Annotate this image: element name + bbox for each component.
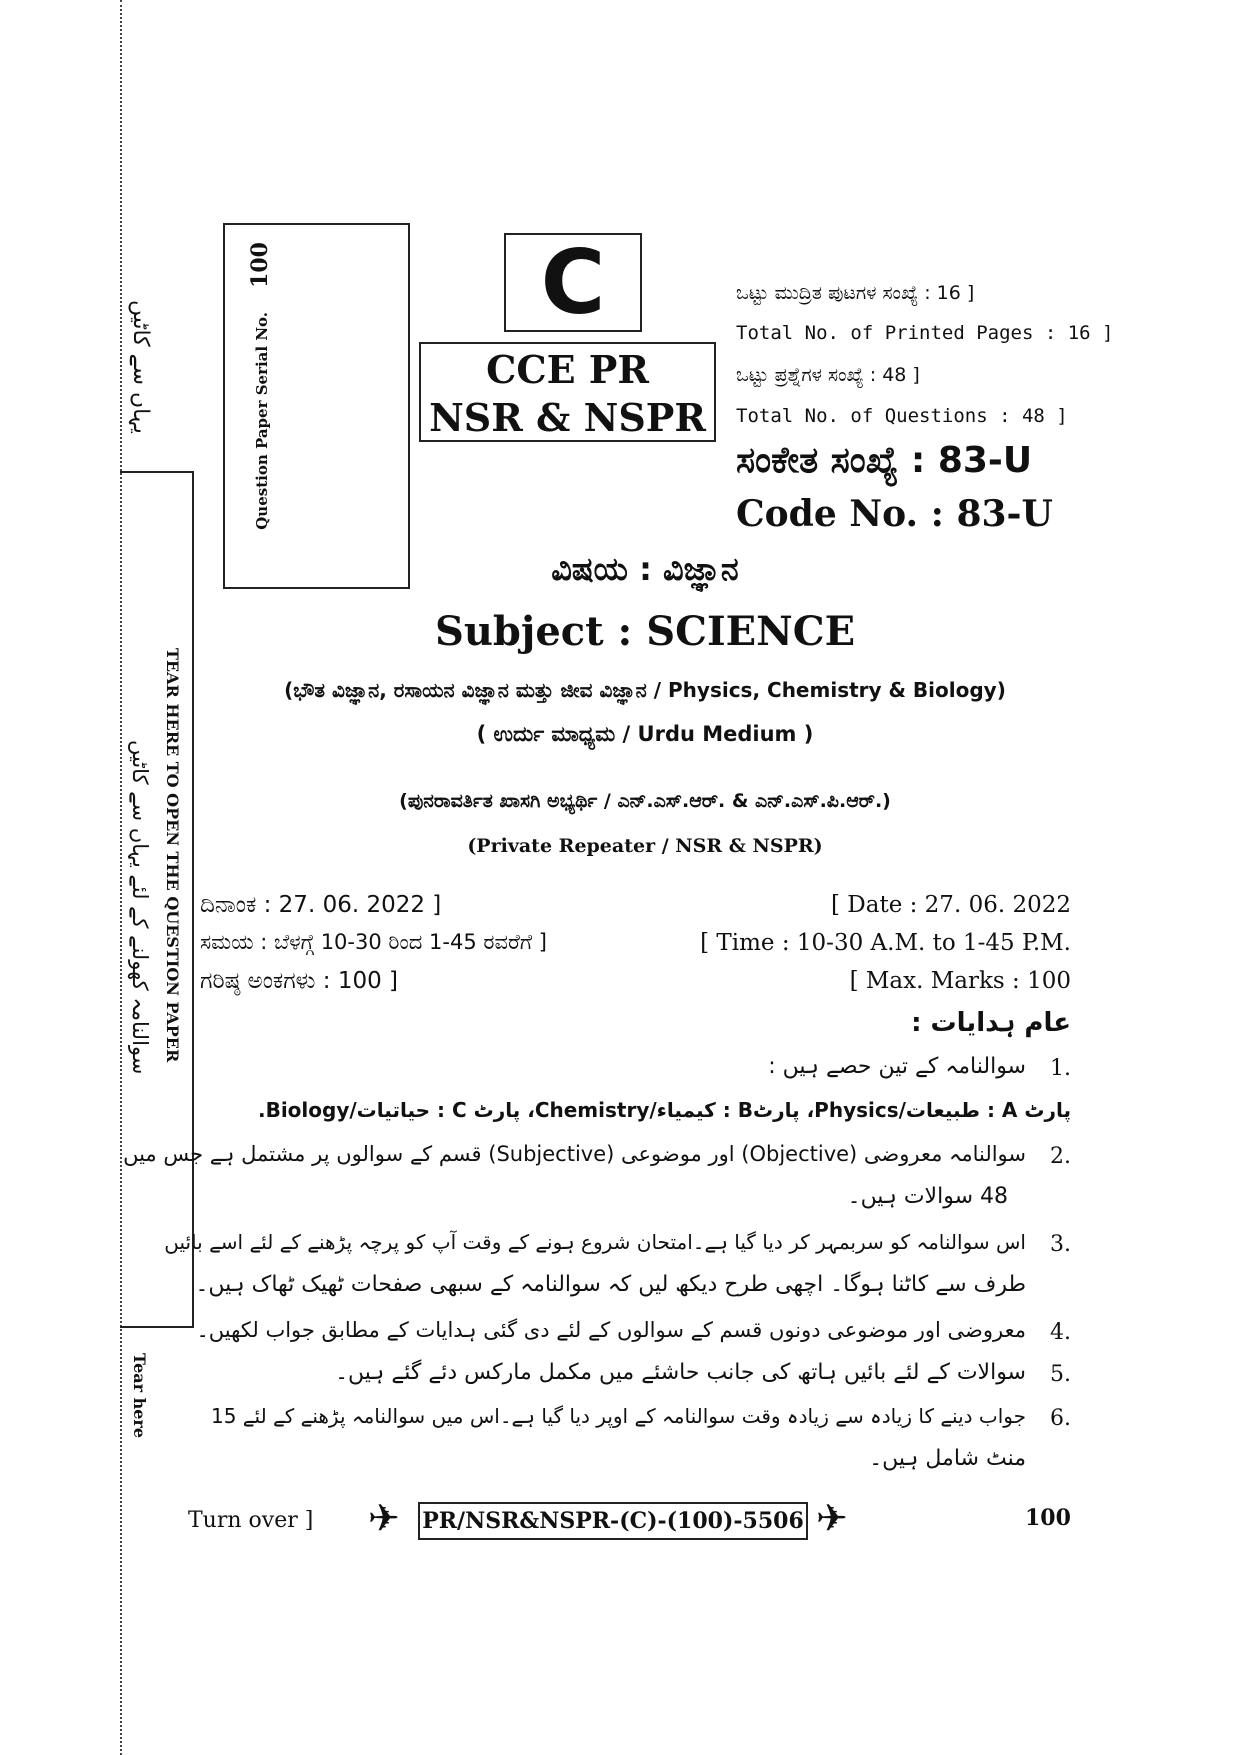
- code-number-kn: ಸಂಕೇತ ಸಂಖ್ಯೆ : 83-U: [736, 440, 1033, 481]
- subject-title: Subject : SCIENCE: [434, 608, 856, 655]
- tear-here-label: Tear here: [130, 1353, 149, 1439]
- airplane-icon: ✈: [368, 1496, 400, 1540]
- margin-urdu-cut-here: یہاں سے کاٹیں: [128, 300, 153, 434]
- instruction-line: سوالنامہ کے تین حصے ہیں :: [768, 1054, 1026, 1079]
- subject-branches: (ಭೌತ ವಿಜ್ಞಾನ, ರಸಾಯನ ವಿಜ್ಞಾನ ಮತ್ತು ಜೀವ ವಿಜ್ಞಾನ / Physics, Chemistry & Biology): [284, 678, 1006, 702]
- instruction-line: سوالنامہ معروضی (Objective) اور موضوعی (Subjective) قسم کے سوالوں پر مشتمل ہے جس میں: [123, 1142, 1026, 1166]
- airplane-icon: ✈: [816, 1496, 848, 1540]
- instructions-heading: عام ہدایات :: [911, 1008, 1071, 1038]
- footer-code: PR/NSR&NSPR-(C)-(100)-5506: [418, 1502, 808, 1540]
- time-en: [ Time : 10-30 A.M. to 1-45 P.M.: [700, 930, 1071, 956]
- date-en: [ Date : 27. 06. 2022: [831, 892, 1071, 918]
- instruction-line: سوالات کے لئے بائیں ہاتھ کی جانب حاشئے میں مکمل مارکس دئے گئے ہیں۔: [335, 1360, 1026, 1385]
- total-questions-kn: ಒಟ್ಟು ಪ್ರಶ್ನೆಗಳ ಸಂಖ್ಯೆ : 48 ]: [736, 364, 920, 386]
- exam-title-line1: CCE PR: [486, 347, 649, 392]
- max-marks-en: [ Max. Marks : 100: [849, 968, 1071, 994]
- instruction-number: 3.: [1050, 1232, 1071, 1257]
- max-marks-kn: ಗರಿಷ್ಠ ಅಂಕಗಳು : 100 ]: [200, 968, 399, 994]
- candidate-type-en: (Private Repeater / NSR & NSPR): [467, 835, 823, 857]
- candidate-type-kn: (ಪುನರಾವರ್ತಿತ ಖಾಸಗಿ ಅಭ್ಯರ್ಥಿ / ಎನ್.ಎಸ್.ಆರ್. & ಎನ್.ಎಸ್.ಪಿ.ಆರ್.): [399, 790, 891, 812]
- instruction-line: پارٹ A : طبیعات/Physics، پارٹB : کیمیاء/Chemistry، پارٹ C : حیاتیات/Biology.: [257, 1098, 1071, 1122]
- instruction-number: 1.: [1050, 1056, 1071, 1081]
- instruction-line: 48 سوالات ہیں۔: [847, 1184, 1008, 1209]
- total-questions-en: Total No. of Questions : 48 ]: [736, 405, 1068, 427]
- exam-title-line2: NSR & NSPR: [429, 395, 706, 440]
- instruction-line: اس سوالنامہ کو سربمہر کر دیا گیا ہے۔امتحان شروع ہونے کے وقت آپ کو پرچہ پڑھنے کے لئے اسے بائیں: [164, 1230, 1026, 1254]
- tear-open-instruction: TEAR HERE TO OPEN THE QUESTION PAPER: [163, 648, 182, 1063]
- instruction-number: 5.: [1050, 1362, 1071, 1387]
- paper-version: C: [504, 233, 642, 332]
- exam-title-box: [419, 342, 716, 442]
- medium-line: ( ಉರ್ದು ಮಾಧ್ಯಮ / Urdu Medium ): [476, 722, 814, 746]
- serial-number-value: 100: [247, 242, 273, 288]
- instruction-line: جواب دینے کا زیادہ سے زیادہ وقت سوالنامہ کے اوپر دیا گیا ہے۔اس میں سوالنامہ پڑھنے کے لئے 15: [211, 1404, 1026, 1428]
- code-number-en: Code No. : 83-U: [736, 493, 1053, 535]
- instruction-number: 2.: [1050, 1144, 1071, 1169]
- turn-over-label: Turn over ]: [188, 1508, 314, 1533]
- time-kn: ಸಮಯ : ಬೆಳಗ್ಗೆ 10-30 ರಿಂದ 1-45 ರವರೆಗೆ ]: [200, 930, 547, 954]
- instruction-line: معروضی اور موضوعی دونوں قسم کے سوالوں کے لئے دی گئی ہدایات کے مطابق جواب لکھیں۔: [196, 1318, 1026, 1342]
- subject-kn: ವಿಷಯ : ವಿಜ್ಞಾನ: [551, 550, 739, 588]
- instruction-number: 6.: [1050, 1406, 1071, 1431]
- instruction-line: منٹ شامل ہیں۔: [869, 1446, 1026, 1471]
- page-total: 100: [1025, 1505, 1071, 1531]
- instruction-line: طرف سے کاٹنا ہوگا۔ اچھی طرح دیکھ لیں کہ سوالنامہ کے سبھی صفحات ٹھیک ٹھاک ہیں۔: [195, 1272, 1026, 1297]
- date-kn: ದಿನಾಂಕ : 27. 06. 2022 ]: [200, 892, 442, 918]
- instruction-number: 4.: [1050, 1320, 1071, 1345]
- margin-urdu-open-instruction: سوالنامہ کھولنے کے لئے یہاں سے کاٹیں: [128, 740, 152, 1075]
- printed-pages-kn: ಒಟ್ಟು ಮುದ್ರಿತ ಪುಟಗಳ ಸಂಖ್ಯೆ : 16 ]: [736, 282, 975, 304]
- printed-pages-en: Total No. of Printed Pages : 16 ]: [736, 322, 1114, 344]
- serial-number-label: Question Paper Serial No.: [253, 312, 271, 530]
